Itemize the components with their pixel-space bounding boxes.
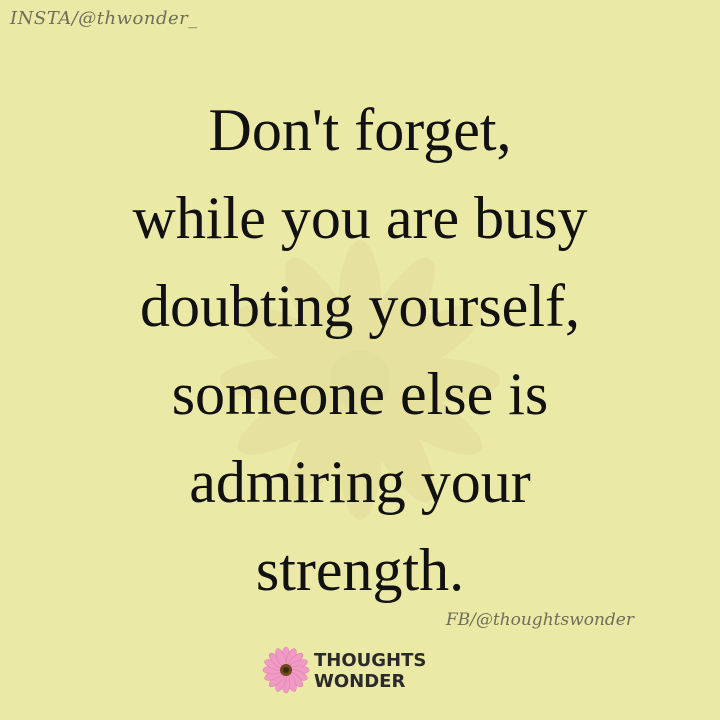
instagram-handle: INSTA/@thwonder_ (10, 8, 198, 29)
pink-flower-icon (262, 646, 310, 694)
brand-logo (262, 646, 462, 702)
quote-line-4: someone else is (171, 361, 549, 427)
quote-line-2: while you are busy (132, 185, 588, 251)
quote-line-5: admiring your (189, 449, 531, 515)
quote-line-3: doubting yourself, (140, 273, 580, 339)
brand-line-2: WONDER (314, 671, 406, 692)
brand-line-1: THOUGHTS (314, 650, 427, 671)
brand-name (314, 650, 426, 692)
quote-line-1: Don't forget, (208, 97, 512, 163)
facebook-handle: FB/@thoughtswonder (445, 610, 634, 630)
quote-text (0, 86, 720, 614)
quote-line-6: strength. (255, 537, 465, 603)
